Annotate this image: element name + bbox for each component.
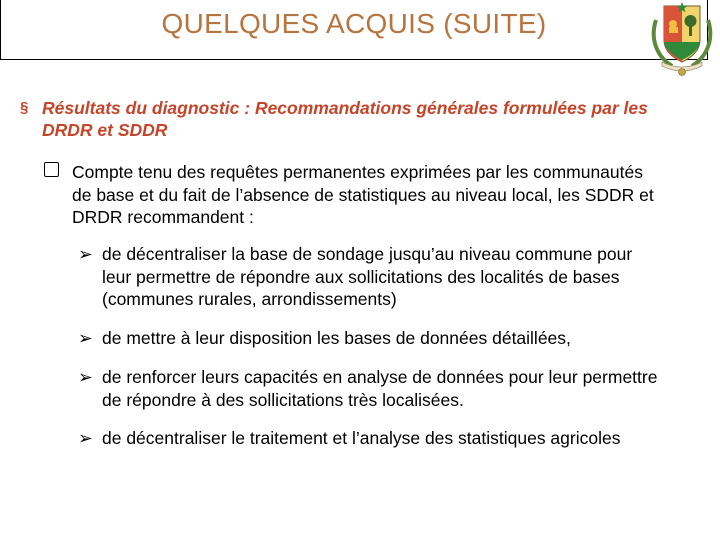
list-item-line: leur permettre de répondre aux sollicitations des localités de bases (102, 266, 620, 287)
list-item (78, 427, 682, 450)
slide-title: QUELQUES ACQUIS (SUITE) (161, 8, 547, 39)
list-item-line: de décentraliser la base de sondage jusqu’au niveau commune pour (102, 244, 633, 264)
list-item-line: de renforcer leurs capacités en analyse de données pour leur permettre (102, 367, 658, 387)
list-item (78, 327, 682, 350)
paragraph-line: de base et du fait de l’absence de statistiques au niveau local, les SDDR et (72, 184, 654, 205)
arrow-bullet-icon: ➢ (78, 428, 93, 448)
list-item-line: de décentraliser le traitement et l’analyse des statistiques agricoles (102, 428, 621, 448)
list-item (78, 366, 682, 411)
arrow-bullet-icon: ➢ (78, 244, 93, 264)
list-item (78, 243, 682, 311)
arrow-bullet-icon: ➢ (78, 367, 93, 387)
paragraph-line: Compte tenu des requêtes permanentes exprimées par les communautés (72, 162, 643, 182)
arrow-bullet-icon: ➢ (78, 328, 93, 348)
section-heading (20, 97, 702, 141)
paragraph-line: DRDR recommandent : (72, 207, 254, 227)
list-item-line: de mettre à leur disposition les bases de données détaillées, (102, 328, 571, 348)
intro-paragraph (72, 161, 692, 229)
section-line: DRDR et SDDR (42, 120, 168, 140)
section-marker: § (20, 99, 29, 116)
list-item-line: (communes rurales, arrondissements) (102, 289, 397, 309)
checkbox-bullet-icon (44, 162, 59, 177)
section-line: Résultats du diagnostic : Recommandations générales formulées par les (42, 98, 648, 118)
senegal-coat-of-arms-icon (644, 0, 720, 76)
list-item-line: de répondre à des sollicitations très localisées. (102, 389, 464, 410)
